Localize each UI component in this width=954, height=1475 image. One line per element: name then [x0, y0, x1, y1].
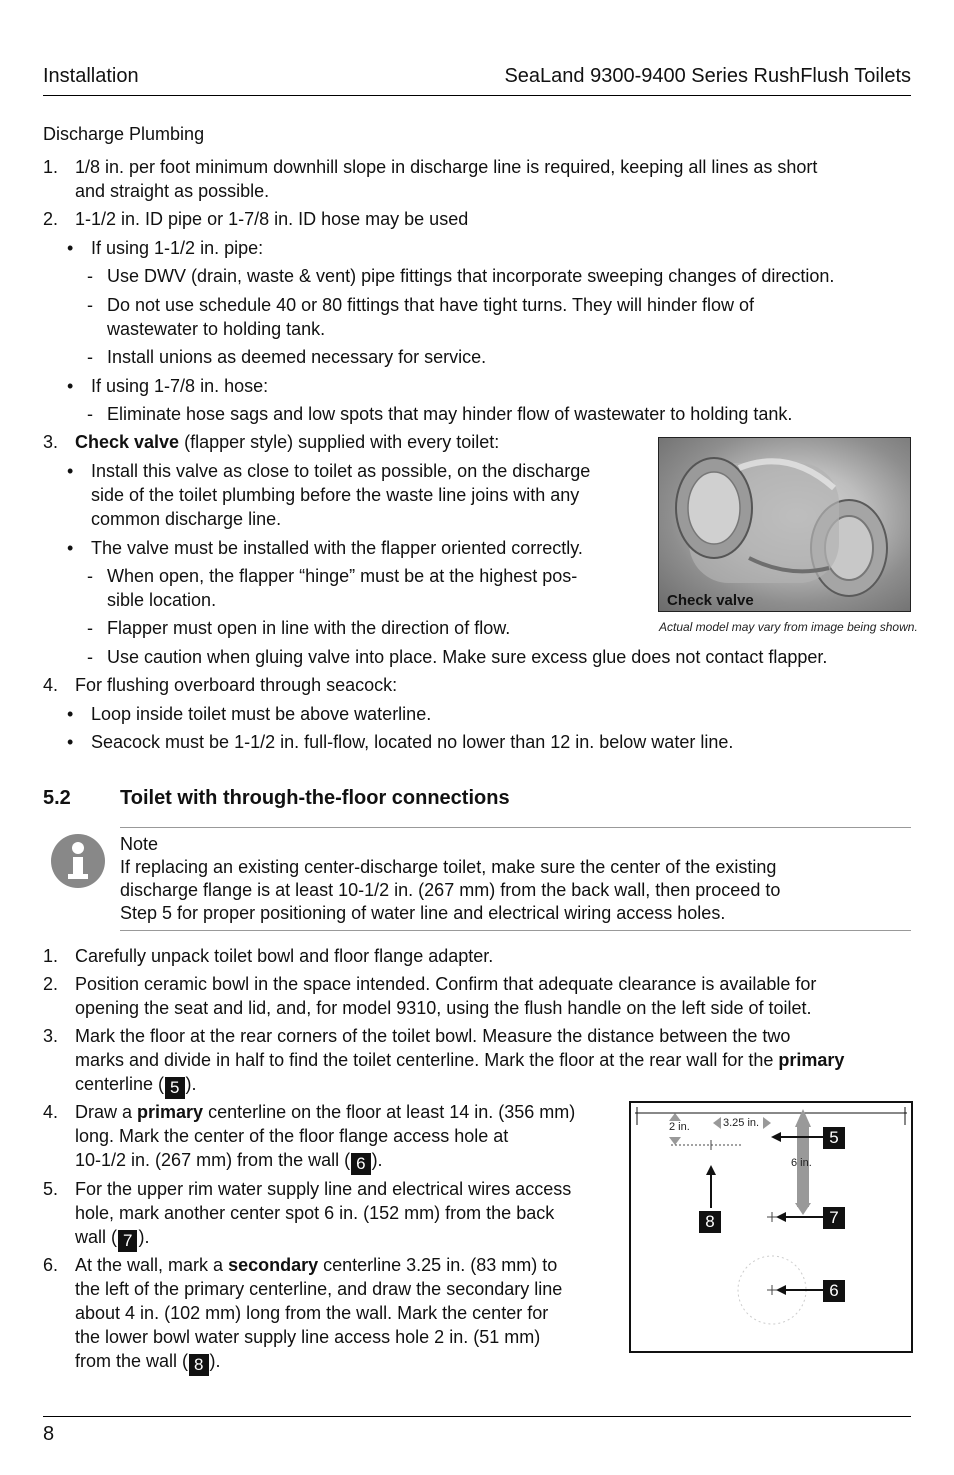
bullet-text: If using 1-7/8 in. hose:	[91, 376, 269, 396]
step-text-part: ).	[371, 1150, 383, 1170]
step-text-part: Draw a	[75, 1102, 138, 1122]
bullet-text: The valve must be installed with the flapper oriented correctly.	[91, 538, 583, 558]
dash-marker: -	[87, 295, 93, 315]
step-text	[75, 1148, 383, 1175]
step-text: about 4 in. (102 mm) long from the wall. Mark the center for	[75, 1303, 549, 1323]
bullet-marker: •	[67, 732, 74, 752]
step-text: opening the seat and lid, and, for model 9310, using the flush handle on the left side of toilet.	[75, 998, 812, 1018]
dash-marker: -	[87, 566, 93, 586]
step-text-part: centerline 3.25 in. (83 mm) to	[318, 1255, 558, 1275]
item-text: For flushing overboard through seacock:	[75, 675, 398, 695]
diagram-tag-5: 5	[823, 1127, 845, 1149]
step-text	[75, 1349, 221, 1376]
dash-text: Eliminate hose sags and low spots that may hinder flow of wastewater to holding tank.	[107, 404, 793, 424]
centerline-diagram	[629, 1101, 913, 1353]
step-text: long. Mark the center of the floor flange access hole at	[75, 1126, 509, 1146]
step-text	[75, 1100, 575, 1124]
info-icon	[51, 834, 105, 888]
step-text: Position ceramic bowl in the space intended. Confirm that adequate clearance is available for	[75, 974, 817, 994]
bullet-marker: •	[67, 376, 74, 396]
step-text-part: ).	[209, 1351, 221, 1371]
item-text	[75, 430, 499, 454]
note-title: Note	[120, 834, 159, 854]
secondary-bold: secondary	[228, 1255, 319, 1275]
step-text: Carefully unpack toilet bowl and floor flange adapter.	[75, 946, 494, 966]
bullet-text: side of the toilet plumbing before the waste line joins with any	[91, 485, 580, 505]
primary-bold: primary	[137, 1102, 204, 1122]
step-text	[75, 1072, 197, 1099]
step-text: Mark the floor at the rear corners of the toilet bowl. Measure the distance between the two	[75, 1026, 791, 1046]
bullet-text: common discharge line.	[91, 509, 282, 529]
step-text: the lower bowl water supply line access hole 2 in. (51 mm)	[75, 1327, 541, 1347]
dash-marker: -	[87, 347, 93, 367]
section-number: 5.2	[43, 787, 71, 809]
dash-text: Install unions as deemed necessary for service.	[107, 347, 487, 367]
bullet-marker: •	[67, 704, 74, 724]
dash-text: Use DWV (drain, waste & vent) pipe fittings that incorporate sweeping changes of direction.	[107, 266, 835, 286]
dash-marker: -	[87, 404, 93, 424]
step-text	[75, 1225, 149, 1252]
bullet-marker: •	[67, 238, 74, 258]
dim-label-2in: 2 in.	[669, 1121, 690, 1133]
step-number: 4.	[43, 1102, 59, 1122]
dim-label-6in: 6 in.	[791, 1157, 812, 1169]
step-text-part: wall (	[75, 1227, 118, 1247]
section-title: Toilet with through-the-floor connections	[120, 787, 510, 809]
step-text: For the upper rim water supply line and electrical wires access	[75, 1179, 572, 1199]
bullet-marker: •	[67, 538, 74, 558]
item-number: 4.	[43, 675, 59, 695]
note-rule-top	[120, 827, 911, 828]
item-number: 2.	[43, 209, 59, 229]
note-rule-bottom	[120, 930, 911, 931]
header-title: SeaLand 9300-9400 Series RushFlush Toilets	[504, 65, 911, 87]
item-text: 1/8 in. per foot minimum downhill slope in discharge line is required, keeping all lines as short	[75, 157, 818, 177]
callout-tag-8: 8	[189, 1354, 208, 1376]
step-text	[75, 1048, 844, 1072]
note-text: discharge flange is at least 10-1/2 in. (267 mm) from the back wall, then proceed to	[120, 880, 781, 900]
diagram-drawing	[631, 1103, 911, 1351]
footer-rule	[43, 1416, 911, 1417]
step-number: 2.	[43, 974, 59, 994]
dash-text: Do not use schedule 40 or 80 fittings that have tight turns. They will hinder flow of	[107, 295, 755, 315]
step-number: 6.	[43, 1255, 59, 1275]
item-text: 1-1/2 in. ID pipe or 1-7/8 in. ID hose may be used	[75, 209, 469, 229]
bullet-text: Install this valve as close to toilet as possible, on the discharge	[91, 461, 591, 481]
item-text: and straight as possible.	[75, 181, 270, 201]
dash-text: sible location.	[107, 590, 217, 610]
discharge-heading: Discharge Plumbing	[43, 124, 205, 144]
header-section: Installation	[43, 65, 139, 87]
callout-tag-5: 5	[165, 1077, 184, 1099]
note-text: If replacing an existing center-discharge toilet, make sure the center of the existing	[120, 857, 777, 877]
diagram-tag-8: 8	[699, 1211, 721, 1233]
step-text-part: At the wall, mark a	[75, 1255, 229, 1275]
photo-caption: Check valve	[667, 592, 754, 609]
step-text: hole, mark another center spot 6 in. (152 mm) from the back	[75, 1203, 555, 1223]
check-valve-photo	[658, 437, 911, 612]
diagram-tag-6: 6	[823, 1280, 845, 1302]
dash-text: Flapper must open in line with the direction of flow.	[107, 618, 511, 638]
dash-text: When open, the flapper “hinge” must be at the highest pos-	[107, 566, 578, 586]
step-number: 5.	[43, 1179, 59, 1199]
item-number: 1.	[43, 157, 59, 177]
callout-tag-6: 6	[351, 1153, 370, 1175]
step-text-part: 10-1/2 in. (267 mm) from the wall (	[75, 1150, 351, 1170]
page-number: 8	[43, 1423, 55, 1445]
step-text-part: centerline (	[75, 1074, 165, 1094]
dash-marker: -	[87, 647, 93, 667]
step-text-part: ).	[138, 1227, 150, 1247]
header-rule	[43, 95, 911, 96]
primary-bold: primary	[778, 1050, 845, 1070]
photo-disclaimer: Actual model may vary from image being shown.	[659, 620, 918, 634]
dash-text: wastewater to holding tank.	[107, 319, 326, 339]
item-number: 3.	[43, 432, 59, 452]
bullet-text: Loop inside toilet must be above waterline.	[91, 704, 432, 724]
dim-label-325in: 3.25 in.	[723, 1117, 760, 1129]
step-number: 1.	[43, 946, 59, 966]
step-text: the left of the primary centerline, and draw the secondary line	[75, 1279, 563, 1299]
bullet-text: Seacock must be 1-1/2 in. full-flow, located no lower than 12 in. below water line.	[91, 732, 734, 752]
diagram-tag-7: 7	[823, 1207, 845, 1229]
dash-text: Use caution when gluing valve into place. Make sure excess glue does not contact flapper.	[107, 647, 828, 667]
dash-marker: -	[87, 618, 93, 638]
step-text	[75, 1253, 557, 1277]
step-text-part: centerline on the floor at least 14 in. (356 mm)	[203, 1102, 576, 1122]
step-text-part: marks and divide in half to find the toilet centerline. Mark the floor at the rear wall for the	[75, 1050, 779, 1070]
bullet-marker: •	[67, 461, 74, 481]
step-number: 3.	[43, 1026, 59, 1046]
step-text-part: from the wall (	[75, 1351, 189, 1371]
callout-tag-7: 7	[118, 1230, 137, 1252]
check-valve-bold: Check valve	[75, 432, 180, 452]
step-text-part: ).	[185, 1074, 197, 1094]
dash-marker: -	[87, 266, 93, 286]
check-valve-illustration	[659, 438, 910, 611]
item-text-rest: (flapper style) supplied with every toilet:	[179, 432, 500, 452]
note-text: Step 5 for proper positioning of water line and electrical wiring access holes.	[120, 903, 726, 923]
bullet-text: If using 1-1/2 in. pipe:	[91, 238, 264, 258]
